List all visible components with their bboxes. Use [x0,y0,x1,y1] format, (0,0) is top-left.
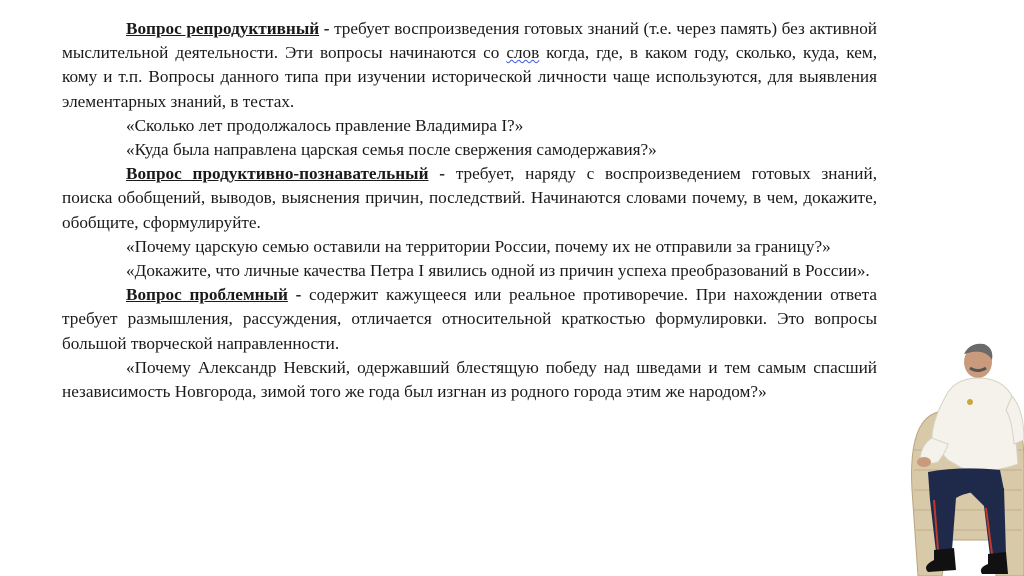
paragraph-problematic [62,283,877,356]
paragraph-productive [62,162,877,235]
term-productive: Вопрос продуктивно-познавательный [126,164,429,184]
paragraph-text: требует, наряду с воспроизведением готовых знаний, поиска обобщений, выводов, выяснения причин, последствий. Начинаются словами почему, в чем, докажите, обобщите, сформулируйте. [62,164,877,232]
example-question: «Сколько лет продолжалось правление Владимира I?» [126,115,524,135]
example-question: «Докажите, что личные качества Петра I явились одной из причин успеха преобразований в России». [126,261,870,281]
term-dash: - [428,164,446,184]
paragraph-text: когда, где, в каком году, сколько, куда, кем, кому и т.п. Вопросы данного типа при изучении исторической личности чаще используются, для выявления элементарных знаний, в тестах. [62,43,877,111]
paragraph-text: требует воспроизведения готовых знаний (т.е. через память) без активной мыслительной деятельности. Эти вопросы начинаются со [62,19,877,63]
spellcheck-marked-word: слов [506,43,540,63]
portrait-figure-icon [908,340,1024,576]
term-dash: - [319,19,330,38]
example-question: «Куда была направлена царская семья после свержения самодержавия?» [126,140,657,160]
term-dash: - [287,285,302,305]
example-question: «Почему Александр Невский, одержавший блестящую победу над шведами и тем самым спасший независимость Новгорода, зимой того же года был изгнан из родного города этим же народом?» [62,357,877,402]
paragraph-reproductive [62,17,877,114]
term-reproductive: Вопрос репродуктивный [126,19,320,38]
document-body [62,17,877,404]
example-question: «Почему царскую семью оставили на территории России, почему их не отправили за границу?» [126,236,831,256]
paragraph-text: содержит кажущееся или реальное противоречие. При нахождении ответа требует размышления, рассуждения, отличается относительной краткостью формулировки. Это вопросы большой творческой направленности. [62,285,877,353]
term-problematic: Вопрос проблемный [126,285,288,305]
